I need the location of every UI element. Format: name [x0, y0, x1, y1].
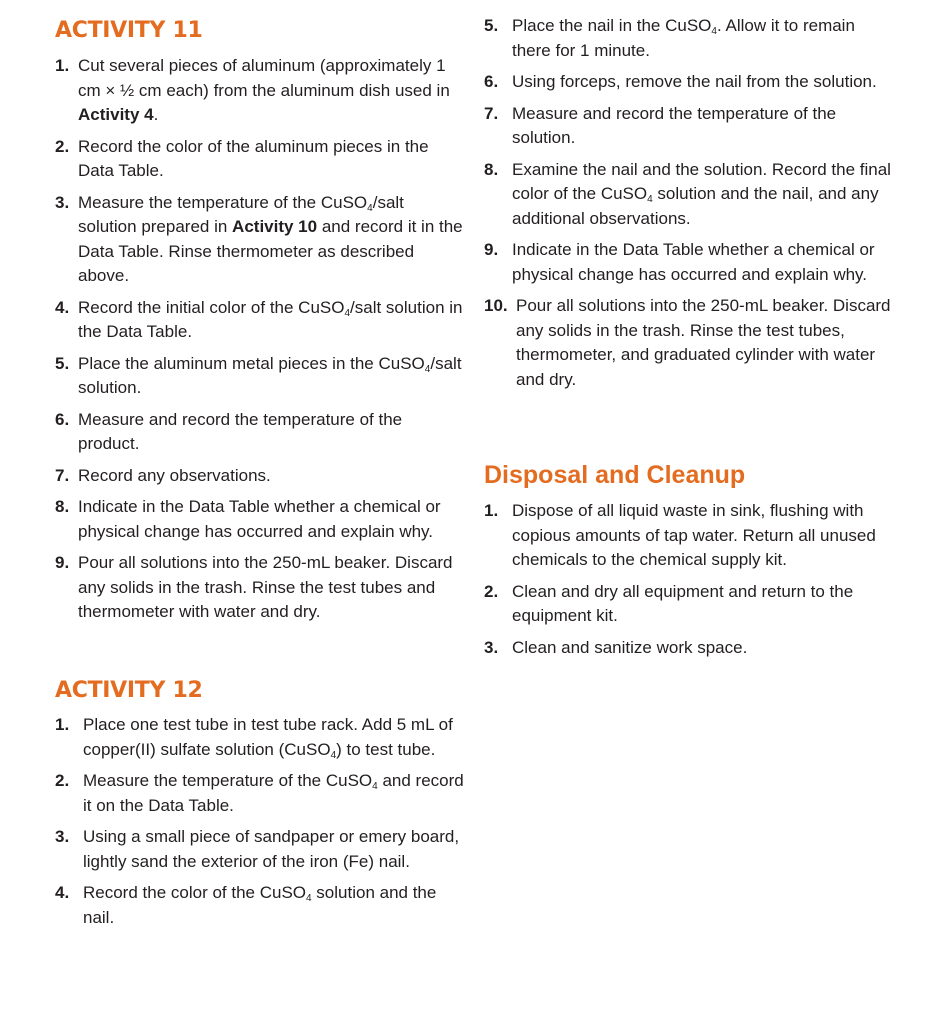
list-item: 9. Pour all solutions into the 250-mL beaker. Discard any solids in the trash. Rinse the test tubes and thermometer with water and dry.	[55, 553, 453, 621]
list-item: 3. Measure the temperature of the CuSO$_4$/salt solution prepared in Activity 10 and record it in the Data Table. Rinse thermometer as described above.	[55, 192, 463, 285]
list-item: 8. Examine the nail and the solution. Record the final color of the CuSO$_4$ solution and the nail, and any additional observations.	[484, 159, 891, 228]
list-item: 3. Using a small piece of sandpaper or emery board, lightly sand the exterior of the iron (Fe) nail.	[55, 827, 460, 871]
list-item: 5. Place the aluminum metal pieces in the CuSO$_4$/salt solution.	[55, 353, 462, 397]
list-item: 2. Measure the temperature of the CuSO$_4$ and record it on the Data Table.	[55, 771, 464, 815]
activity-11-steps	[55, 54, 465, 632]
list-item: 8. Indicate in the Data Table whether a chemical or physical change has occurred and explain why.	[55, 497, 441, 541]
activity-12-steps-left	[55, 713, 465, 937]
list-item: 7. Record any observations.	[55, 465, 271, 485]
list-item: 3. Clean and sanitize work space.	[484, 637, 748, 657]
list-item: 7. Measure and record the temperature of the solution.	[484, 103, 837, 147]
list-item: 9. Indicate in the Data Table whether a chemical or physical change has occurred and explain why.	[484, 240, 875, 284]
activity-12-steps-right	[484, 14, 894, 399]
list-item: 2. Clean and dry all equipment and return to the equipment kit.	[484, 581, 854, 625]
list-item: 10. Pour all solutions into the 250-mL beaker. Discard any solids in the trash. Rinse the test tubes, thermometer, and graduated cylinder with water and dry.	[484, 296, 891, 389]
list-item: 6. Measure and record the temperature of the product.	[55, 409, 403, 453]
list-item: 1. Place one test tube in test tube rack. Add 5 mL of copper(II) sulfate solution (CuSO$_4$) to test tube.	[55, 715, 453, 761]
list-item: 1. Dispose of all liquid waste in sink, flushing with copious amounts of tap water. Return all unused chemicals to the chemical supply kit.	[484, 501, 876, 569]
list-item: 1. Cut several pieces of aluminum (approximately 1 cm × ½ cm each) from the aluminum dish used in Activity 4.	[55, 56, 450, 124]
activity-11-heading: ACTIVITY 11	[55, 18, 203, 43]
activity-12-heading: ACTIVITY 12	[55, 678, 203, 703]
disposal-steps	[484, 499, 894, 667]
disposal-heading: Disposal and Cleanup	[484, 461, 746, 489]
list-item: 4. Record the initial color of the CuSO$_4$/salt solution in the Data Table.	[55, 297, 463, 341]
list-item: 6. Using forceps, remove the nail from the solution.	[484, 72, 877, 91]
list-item: 4. Record the color of the CuSO$_4$ solution and the nail.	[55, 883, 437, 927]
list-item: 2. Record the color of the aluminum pieces in the Data Table.	[55, 136, 429, 180]
list-item: 5. Place the nail in the CuSO$_4$. Allow it to remain there for 1 minute.	[484, 16, 855, 60]
